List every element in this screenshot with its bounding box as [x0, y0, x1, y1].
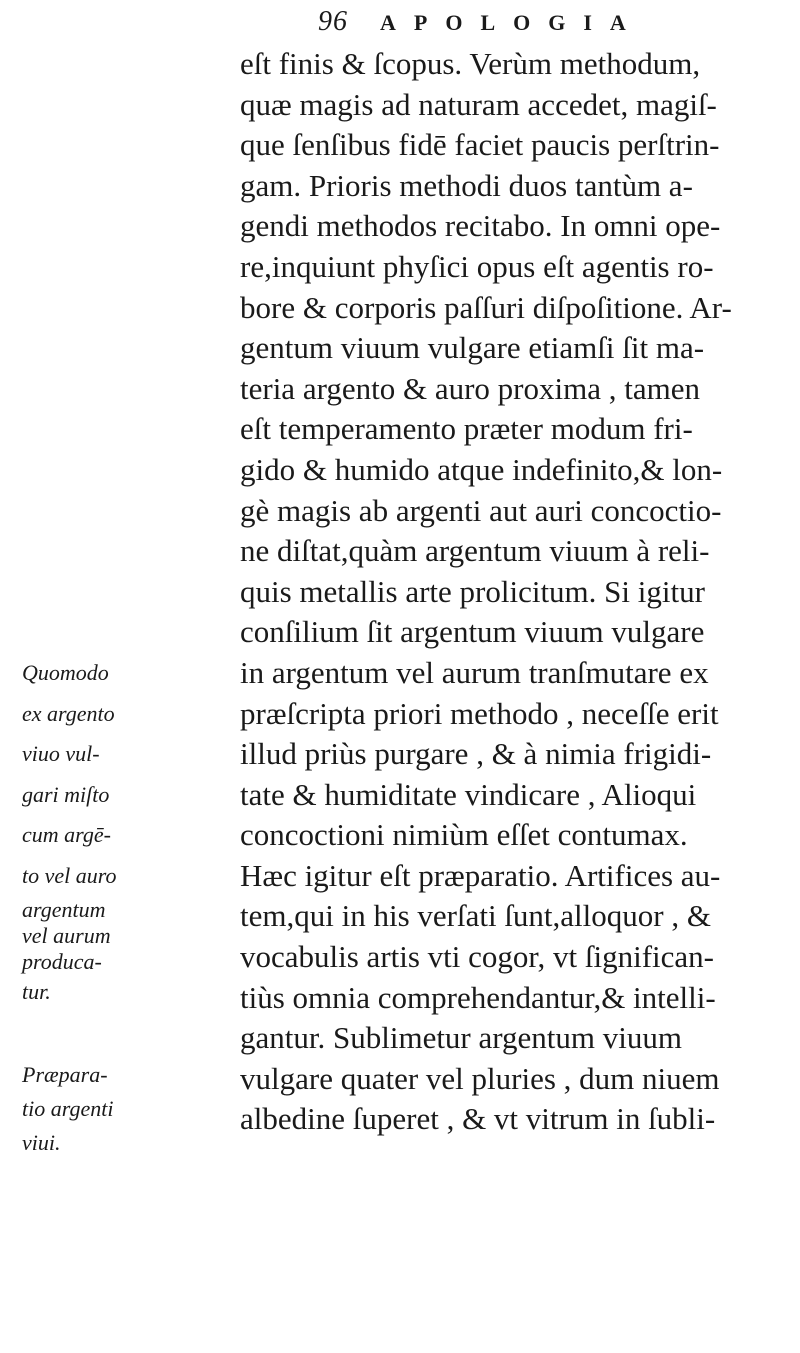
text-line: gè magis ab argenti aut auri concoctio- — [240, 492, 722, 528]
margin-note-line: vel aurum — [22, 922, 111, 948]
text-line: eſt temperamento præter modum fri- — [240, 411, 693, 447]
margin-note-line: cum argē- — [22, 822, 111, 848]
margin-note-line: produca- — [22, 948, 102, 974]
text-line: illud priùs purgare , & à nimia frigidi- — [240, 736, 712, 772]
text-line: gido & humido atque indefinito,& lon- — [240, 451, 723, 487]
text-line: re,inquiunt phyſici opus eſt agentis ro- — [240, 248, 714, 284]
page-header — [0, 6, 800, 40]
text-line: tate & humiditate vindicare , Alioqui — [240, 776, 697, 812]
margin-note-line: Præpara- — [22, 1062, 108, 1087]
text-line: concoctioni nimiùm eſſet contumax. — [240, 817, 688, 853]
text-line: gam. Prioris methodi duos tantùm a- — [240, 167, 693, 203]
text-line: bore & corporis paſſuri diſpoſitione. Ar- — [240, 289, 732, 325]
text-line: gentum viuum vulgare etiamſi ſit ma- — [240, 330, 705, 366]
text-line: quis metallis arte prolicitum. Si igitur — [240, 573, 705, 609]
running-head: APOLOGIA — [380, 10, 644, 35]
margin-note-line: viuo vul- — [22, 741, 100, 767]
text-line: albedine ſuperet , & vt vitrum in ſubli- — [240, 1101, 716, 1137]
text-line: teria argento & auro proxima , tamen — [240, 370, 700, 406]
margin-note-line: tur. — [22, 978, 51, 1004]
text-line: eſt finis & ſcopus. Verùm methodum, — [240, 46, 701, 81]
text-line: conſilium ſit argentum viuum vulgare — [240, 614, 705, 650]
text-line: que ſenſibus fidē faciet paucis perſtrin- — [240, 127, 720, 163]
text-line: præſcripta priori methodo , neceſſe erit — [240, 695, 719, 731]
text-line: quæ magis ad naturam accedet, magiſ- — [240, 86, 717, 122]
text-line: vocabulis artis vti cogor, vt ſignifican- — [240, 939, 714, 975]
margin-note-preparation — [22, 1058, 232, 1160]
margin-note-line: ex argento — [22, 700, 115, 726]
text-line: ne diſtat,quàm argentum viuum à reli- — [240, 533, 710, 569]
margin-note-line: viui. — [22, 1130, 61, 1155]
margin-note-line: tio argenti — [22, 1096, 114, 1121]
text-line: tem,qui in his verſati ſunt,alloquor , & — [240, 898, 711, 934]
text-line: tiùs omnia comprehendantur,& intelli- — [240, 979, 716, 1015]
margin-note-line: to vel auro — [22, 862, 117, 888]
text-line: Hæc igitur eſt præparatio. Artifices au- — [240, 857, 721, 893]
margin-note-transmutation — [22, 653, 232, 1009]
margin-note-line: argentum — [22, 896, 106, 922]
body-text — [240, 44, 796, 1140]
text-line: gendi methodos recitabo. In omni ope- — [240, 208, 721, 244]
text-line: in argentum vel aurum tranſmutare ex — [240, 654, 709, 690]
text-line: vulgare quater vel pluries , dum niuem — [240, 1060, 720, 1096]
margin-note-line: Quomodo — [22, 660, 109, 685]
page-number: 96 — [318, 6, 348, 37]
text-line: gantur. Sublimetur argentum viuum — [240, 1020, 682, 1056]
margin-note-line: gari miſto — [22, 781, 110, 807]
